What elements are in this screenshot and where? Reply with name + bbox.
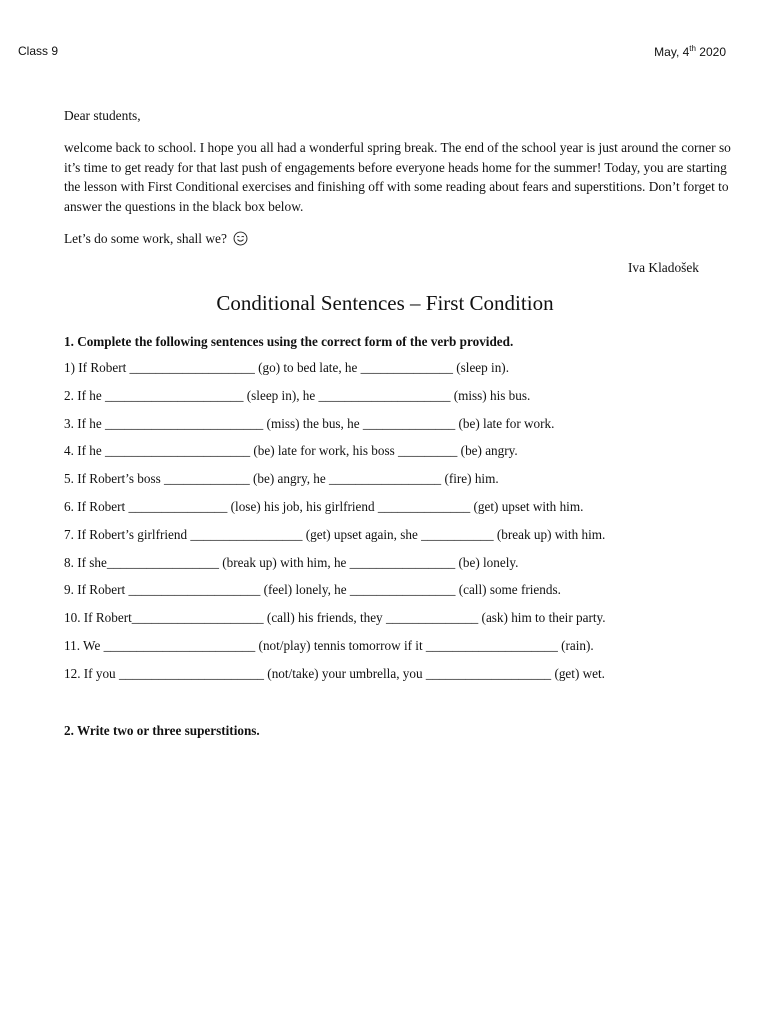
- exercise-item: 5. If Robert’s boss _____________ (be) angry, he _________________ (fire) him.: [64, 471, 499, 487]
- letter-greeting: Dear students,: [64, 108, 141, 123]
- date-year: 2020: [695, 45, 726, 59]
- exercise-item: 1) If Robert ___________________ (go) to bed late, he ______________ (sleep in).: [64, 360, 510, 375]
- exercise-item: 11. We _______________________ (not/play) tennis tomorrow if it ____________________ (rain).: [64, 637, 594, 653]
- smiley-face-icon: [233, 231, 248, 246]
- work-line-text: Let’s do some work, shall we?: [64, 231, 227, 246]
- date-suffix: th: [689, 44, 696, 53]
- exercise-item: 7. If Robert’s girlfriend _________________ (get) upset again, she ___________ (break up) with him.: [64, 526, 606, 542]
- task2-instruction: 2. Write two or three superstitions.: [64, 723, 260, 738]
- date-prefix: May, 4: [654, 45, 690, 59]
- exercise-item: 4. If he ______________________ (be) late for work, his boss _________ (be) angry.: [64, 443, 518, 459]
- exercise-item: 8. If she_________________ (break up) with him, he ________________ (be) lonely.: [64, 554, 519, 570]
- letter-body: welcome back to school. I hope you all had a wonderful spring break. The end of the school year is just around the corner so it’s time to get ready for that last push of engagements before everyone heads home for the summer! Today, you are starting the lesson with First Conditional exercises and finishing off with some reading about fears and superstitions. Don’t forget to answer the questions in the black box below.: [64, 140, 731, 214]
- exercise-item: 10. If Robert____________________ (call) his friends, they ______________ (ask) him to their party.: [64, 610, 606, 626]
- exercise-item: 2. If he _____________________ (sleep in), he ____________________ (miss) his bus.: [64, 387, 531, 403]
- signature: Iva Kladošek: [627, 260, 699, 275]
- exercise-item: 3. If he ________________________ (miss) the bus, he ______________ (be) late for work.: [64, 415, 555, 431]
- work-line: [64, 229, 740, 249]
- exercise-item: 9. If Robert ____________________ (feel) lonely, he ________________ (call) some friends.: [64, 582, 561, 598]
- exercise-list: [64, 360, 740, 694]
- date-label: [654, 44, 726, 59]
- task1-instruction: 1. Complete the following sentences using the correct form of the verb provided.: [64, 334, 514, 349]
- class-label: Class 9: [18, 44, 59, 58]
- exercise-item: 12. If you ______________________ (not/take) your umbrella, you ___________________ (get) wet.: [64, 665, 605, 681]
- page-title: Conditional Sentences – First Condition: [216, 291, 554, 315]
- exercise-item: 6. If Robert _______________ (lose) his job, his girlfriend ______________ (get) upset with him.: [64, 498, 584, 514]
